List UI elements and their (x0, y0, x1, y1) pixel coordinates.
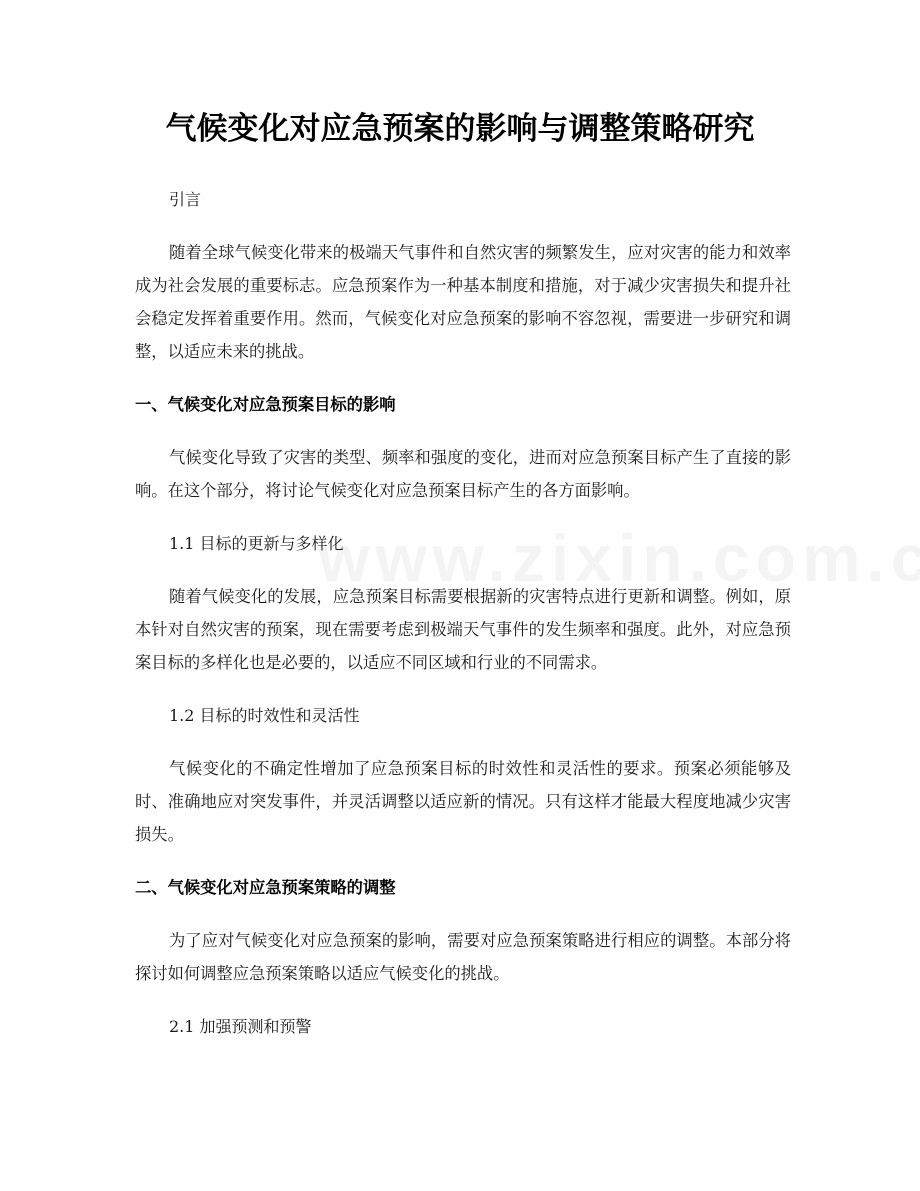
subsection-1-2-paragraph: 气候变化的不确定性增加了应急预案目标的时效性和灵活性的要求。预案必须能够及时、准确地应对突发事件，并灵活调整以适应新的情况。只有这样才能最大程度地减少灾害损失。 (135, 759, 791, 844)
subsection-1-1-heading: 1.1 目标的更新与多样化 (169, 534, 344, 553)
document-title: 气候变化对应急预案的影响与调整策略研究 (165, 111, 755, 147)
subsection-1-2-heading: 1.2 目标的时效性和灵活性 (169, 706, 360, 725)
subsection-2-1-heading: 2.1 加强预测和预警 (169, 1017, 312, 1036)
subsection-1-1-paragraph: 随着气候变化的发展，应急预案目标需要根据新的灾害特点进行更新和调整。例如，原本针对自然灾害的预案，现在需要考虑到极端天气事件的发生频率和强度。此外，对应急预案目标的多样化也是必要的，以适应不同区域和行业的不同需求。 (135, 587, 791, 672)
intro-heading: 引言 (169, 190, 202, 209)
section-1-heading: 一、气候变化对应急预案目标的影响 (135, 395, 396, 414)
section-2-heading: 二、气候变化对应急预案策略的调整 (135, 878, 396, 897)
section-1-paragraph: 气候变化导致了灾害的类型、频率和强度的变化，进而对应急预案目标产生了直接的影响。在这个部分，将讨论气候变化对应急预案目标产生的各方面影响。 (135, 448, 791, 500)
section-2-paragraph: 为了应对气候变化对应急预案的影响，需要对应急预案策略进行相应的调整。本部分将探讨如何调整应急预案策略以适应气候变化的挑战。 (135, 931, 791, 983)
document-body (135, 183, 791, 1063)
intro-paragraph: 随着全球气候变化带来的极端天气事件和自然灾害的频繁发生，应对灾害的能力和效率成为社会发展的重要标志。应急预案作为一种基本制度和措施，对于减少灾害损失和提升社会稳定发挥着重要作用。然而，气候变化对应急预案的影响不容忽视，需要进一步研究和调整，以适应未来的挑战。 (135, 243, 791, 361)
